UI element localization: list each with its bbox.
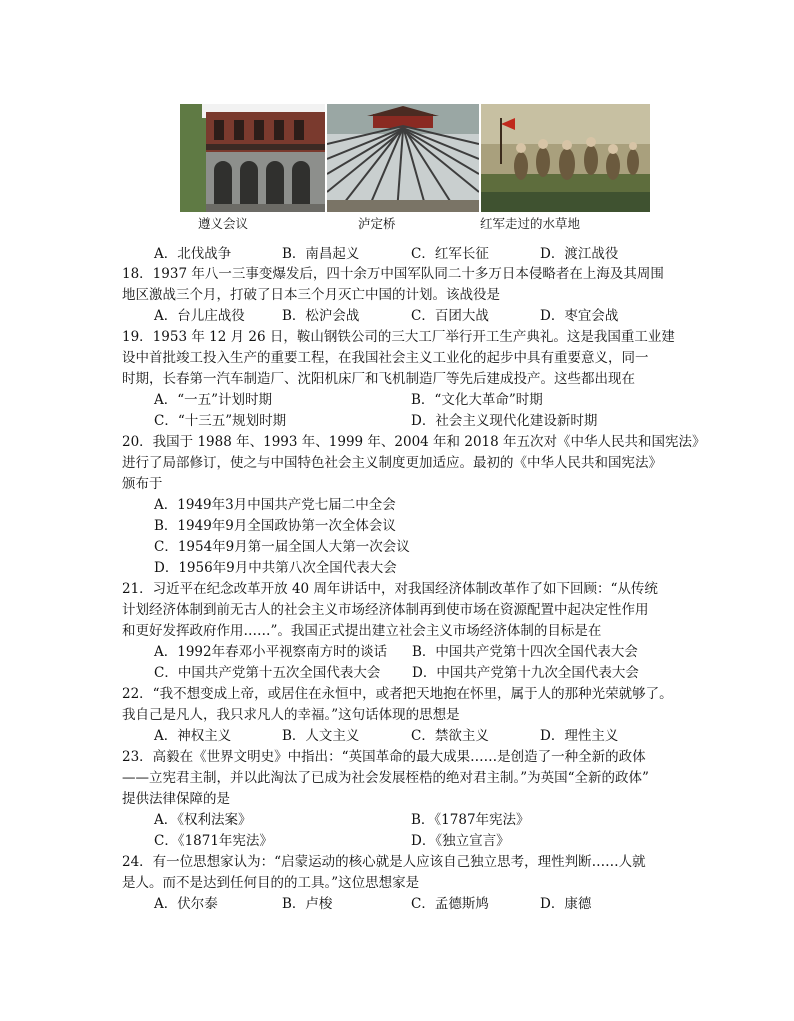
q19-stem-line: 19．1953 年 12 月 26 日，鞍山钢铁公司的三大工厂举行开工生产典礼。这是我国重工业建 bbox=[122, 329, 675, 345]
q22-option-d: D．理性主义 bbox=[540, 728, 619, 744]
q20-stem-line: 进行了局部修订，使之与中国特色社会主义制度更加适应。最初的《中华人民共和国宪法》 bbox=[122, 455, 662, 471]
q24-stem-line: 24．有一位思想家认为：“启蒙运动的核心就是人应该自己独立思考，理性判断……人就 bbox=[122, 854, 646, 870]
q19-stem-line: 设中首批竣工投入生产的重要工程，在我国社会主义工业化的起步中具有重要意义，同一 bbox=[122, 350, 649, 366]
q24-option-a: A．伏尔泰 bbox=[154, 896, 218, 912]
q21-option-a: A．1992年春邓小平视察南方时的谈话 bbox=[154, 644, 388, 660]
caption-luding: 泸定桥 bbox=[358, 216, 396, 231]
photo-captions bbox=[180, 214, 650, 234]
q20-option-d: D．1956年9月中共第八次全国代表大会 bbox=[154, 560, 397, 576]
q22-option-a: A．神权主义 bbox=[154, 728, 232, 744]
luding-bridge-photo bbox=[327, 104, 479, 212]
q17-option-c: C．红军长征 bbox=[411, 246, 489, 262]
q21-stem-line: 和更好发挥政府作用……”。我国正式提出建立社会主义市场经济体制的目标是在 bbox=[122, 623, 602, 639]
q18-option-c: C．百团大战 bbox=[411, 308, 489, 324]
q23-option-a: A．《权利法案》 bbox=[154, 812, 252, 828]
q19-option-a: A．“一五”计划时期 bbox=[154, 392, 273, 408]
q19-stem-line: 时期，长春第一汽车制造厂、沈阳机床厂和飞机制造厂等先后建成投产。这些都出现在 bbox=[122, 371, 635, 387]
q21-stem-line: 计划经济体制到前无古人的社会主义市场经济体制再到使市场在资源配置中起决定性作用 bbox=[122, 602, 649, 618]
q22-option-c: C．禁欲主义 bbox=[411, 728, 489, 744]
q20-stem-line: 20．我国于 1988 年、1993 年、1999 年、2004 年和 2018 年五次对《中华人民共和国宪法》 bbox=[122, 434, 706, 450]
caption-grassland: 红军走过的水草地 bbox=[480, 216, 581, 231]
q18-option-a: A．台儿庄战役 bbox=[154, 308, 245, 324]
q20-stem-line: 颁布于 bbox=[122, 476, 163, 492]
q24-stem-line: 是人。而不是达到任何目的的工具。”这位思想家是 bbox=[122, 875, 420, 891]
q24-option-d: D．康德 bbox=[540, 896, 592, 912]
q24-option-c: C．孟德斯鸠 bbox=[411, 896, 489, 912]
q23-stem-line: 提供法律保障的是 bbox=[122, 791, 230, 807]
photo-strip bbox=[180, 104, 650, 212]
q21-option-b: B．中国共产党第十四次全国代表大会 bbox=[412, 644, 638, 660]
q23-option-d: D．《独立宣言》 bbox=[411, 833, 510, 849]
q17-option-a: A．北伐战争 bbox=[154, 246, 232, 262]
q19-option-b: B．“文化大革命”时期 bbox=[411, 392, 543, 408]
q22-stem-line: 我自己是凡人，我只求凡人的幸福。”这句话体现的思想是 bbox=[122, 707, 460, 723]
q17-option-b: B．南昌起义 bbox=[282, 246, 360, 262]
grassland-march-painting bbox=[481, 104, 650, 212]
q20-option-c: C．1954年9月第一届全国人大第一次会议 bbox=[154, 539, 410, 555]
q19-option-c: C．“十三五”规划时期 bbox=[154, 413, 287, 429]
q21-stem-line: 21．习近平在纪念改革开放 40 周年讲话中，对我国经济体制改革作了如下回顾：“从传统 bbox=[122, 581, 658, 597]
caption-zunyi: 遵义会议 bbox=[198, 216, 249, 231]
q23-stem-line: 23．高毅在《世界文明史》中指出：“英国革命的最大成果……是创造了一种全新的政体 bbox=[122, 749, 646, 765]
q22-stem-line: 22．“我不想变成上帝，或居住在永恒中，或者把天地抱在怀里，属于人的那种光荣就够了。 bbox=[122, 686, 673, 702]
q18-option-b: B．松沪会战 bbox=[282, 308, 360, 324]
q20-option-a: A．1949年3月中国共产党七届二中全会 bbox=[154, 497, 396, 513]
q23-stem-line: ——立宪君主制，并以此淘汰了已成为社会发展桎梏的绝对君主制。”为英国“全新的政体” bbox=[122, 770, 649, 786]
zunyi-meeting-photo bbox=[180, 104, 325, 212]
q20-option-b: B．1949年9月全国政协第一次全体会议 bbox=[154, 518, 396, 534]
q18-stem-line: 18．1937 年八一三事变爆发后，四十余万中国军队同二十多万日本侵略者在上海及其周围 bbox=[122, 266, 664, 282]
q21-option-d: D．中国共产党第十九次全国代表大会 bbox=[412, 665, 639, 681]
q19-option-d: D．社会主义现代化建设新时期 bbox=[411, 413, 598, 429]
q23-option-c: C．《1871年宪法》 bbox=[154, 833, 273, 849]
q22-option-b: B．人文主义 bbox=[282, 728, 360, 744]
q18-option-d: D．枣宜会战 bbox=[540, 308, 619, 324]
q24-option-b: B．卢梭 bbox=[282, 896, 333, 912]
q21-option-c: C．中国共产党第十五次全国代表大会 bbox=[154, 665, 381, 681]
q23-option-b: B．《1787年宪法》 bbox=[411, 812, 530, 828]
q18-stem-line: 地区激战三个月，打破了日本三个月灭亡中国的计划。该战役是 bbox=[122, 287, 500, 303]
q17-option-d: D．渡江战役 bbox=[540, 246, 619, 262]
